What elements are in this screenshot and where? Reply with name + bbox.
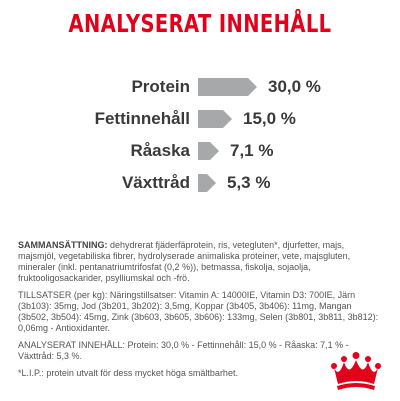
nutrient-bar	[198, 78, 248, 96]
nutrient-label: Råaska	[130, 141, 190, 160]
additives-body: (per kg): Näringstillsatser: Vitamin A: 14000IE, Vitamin D3: 700IE, Järn (3b103): 35mg, Jod (3b201, 3b202): 3,5mg, Koppar (3b405, 3b406): 11mg, Mangan (3b502, 3b504): 45mg, Zink (3b603, 3b605, 3b606): 133mg, Selen (3b801, 3b811, 3b812): 0,06mg - Antioxidanter.	[18, 290, 379, 333]
nutrient-label: Protein	[131, 77, 190, 96]
page-title: ANALYSERAT INNEHÅLL	[68, 9, 332, 38]
nutrient-value: 15,0 %	[243, 109, 296, 128]
additives-heading: TILLSATSER	[18, 290, 72, 300]
nutrient-bar	[198, 174, 207, 192]
royal-canin-logo-icon	[328, 352, 384, 396]
nutrient-row-fibre	[0, 170, 400, 196]
composition-body: dehydrerat fjäderfäprotein, ris, vetegluten*, djurfetter, majs, majsmjöl, vegetabiliska fibrer, hydrolyserade animaliska proteiner, vete, majsgluten, mineraler (inkl. pentanatriumtrifosfat (0,2 %)), betmassa, fiskolja, sojaolja, fruktooligosackarider, psylliumskal och -frö.	[18, 240, 351, 283]
nutrient-label: Växttråd	[121, 173, 190, 192]
additives-paragraph	[18, 290, 384, 334]
composition-heading: SAMMANSÄTTNING:	[18, 240, 108, 250]
composition-paragraph	[18, 240, 384, 284]
nutrient-row-ash	[0, 138, 400, 164]
nutrient-bar	[198, 142, 210, 160]
nutrient-value: 7,1 %	[230, 141, 274, 160]
nutrient-value: 30,0 %	[268, 77, 321, 96]
nutrient-value: 5,3 %	[227, 173, 271, 192]
footnote: *L.I.P.: protein utvalt för dess mycket höga smältbarhet.	[18, 368, 238, 378]
analysis-paragraph: ANALYSERAT INNEHÅLL: Protein: 30,0 % - Fettinnehåll: 15,0 % - Råaska: 7,1 % - Växttråd: 5,3 %.	[18, 340, 349, 361]
nutrient-bar	[198, 110, 223, 128]
nutrient-row-protein	[0, 74, 400, 100]
nutrient-row-fat	[0, 106, 400, 132]
nutrient-label: Fettinnehåll	[94, 109, 190, 128]
